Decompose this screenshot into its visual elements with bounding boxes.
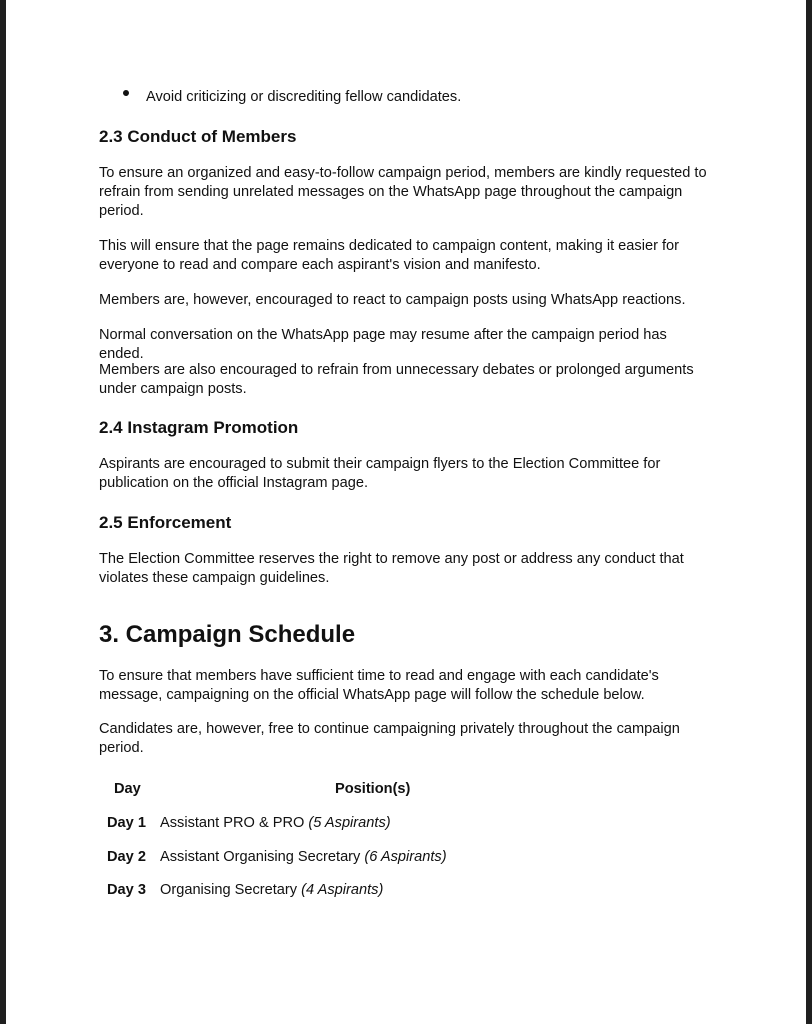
bullet-icon bbox=[123, 90, 129, 96]
schedule-day: Day 2 bbox=[107, 849, 146, 865]
schedule-header-day: Day bbox=[114, 781, 141, 797]
paragraph: To ensure an organized and easy-to-follow campaign period, members are kindly requested to refrain from sending unrelated messages on the WhatsApp page throughout the campaign period. bbox=[99, 165, 707, 219]
schedule-row bbox=[99, 881, 519, 900]
position-name: Assistant PRO & PRO bbox=[160, 815, 305, 831]
paragraph: This will ensure that the page remains dedicated to campaign content, making it easier for everyone to read and compare each aspirant's vision and manifesto. bbox=[99, 238, 680, 273]
schedule-header-positions: Position(s) bbox=[335, 781, 411, 797]
aspirant-count: (4 Aspirants) bbox=[301, 882, 384, 898]
schedule-position bbox=[160, 881, 383, 900]
bullet-item: Avoid criticizing or discrediting fellow candidates. bbox=[146, 89, 462, 105]
aspirant-count: (5 Aspirants) bbox=[308, 815, 391, 831]
section-heading-2-5: 2.5 Enforcement bbox=[99, 513, 232, 532]
paragraph: To ensure that members have sufficient time to read and engage with each candidate's message, campaigning on the official WhatsApp page will follow the schedule below. bbox=[99, 668, 659, 703]
schedule-position bbox=[160, 814, 391, 833]
schedule-row bbox=[99, 814, 519, 833]
section-heading-2-3: 2.3 Conduct of Members bbox=[99, 127, 297, 146]
schedule-row bbox=[99, 848, 519, 867]
paragraph: Members are, however, encouraged to react to campaign posts using WhatsApp reactions. bbox=[99, 292, 686, 308]
schedule-position bbox=[160, 848, 447, 867]
position-name: Organising Secretary bbox=[160, 882, 298, 898]
section-heading-3: 3. Campaign Schedule bbox=[99, 621, 356, 648]
paragraph: Aspirants are encouraged to submit their campaign flyers to the Election Committee for publication on the official Instagram page. bbox=[99, 456, 661, 491]
schedule-day: Day 1 bbox=[107, 815, 146, 831]
paragraph: Members are also encouraged to refrain from unnecessary debates or prolonged arguments under campaign posts. bbox=[99, 362, 694, 397]
paragraph: The Election Committee reserves the right to remove any post or address any conduct that violates these campaign guidelines. bbox=[99, 551, 684, 586]
position-name: Assistant Organising Secretary bbox=[160, 849, 361, 865]
section-heading-2-4: 2.4 Instagram Promotion bbox=[99, 418, 299, 437]
document-page bbox=[6, 0, 806, 1024]
paragraph: Normal conversation on the WhatsApp page may resume after the campaign period has ended. bbox=[99, 327, 667, 362]
aspirant-count: (6 Aspirants) bbox=[364, 849, 447, 865]
schedule-day: Day 3 bbox=[107, 882, 146, 898]
paragraph: Candidates are, however, free to continue campaigning privately throughout the campaign period. bbox=[99, 721, 680, 756]
